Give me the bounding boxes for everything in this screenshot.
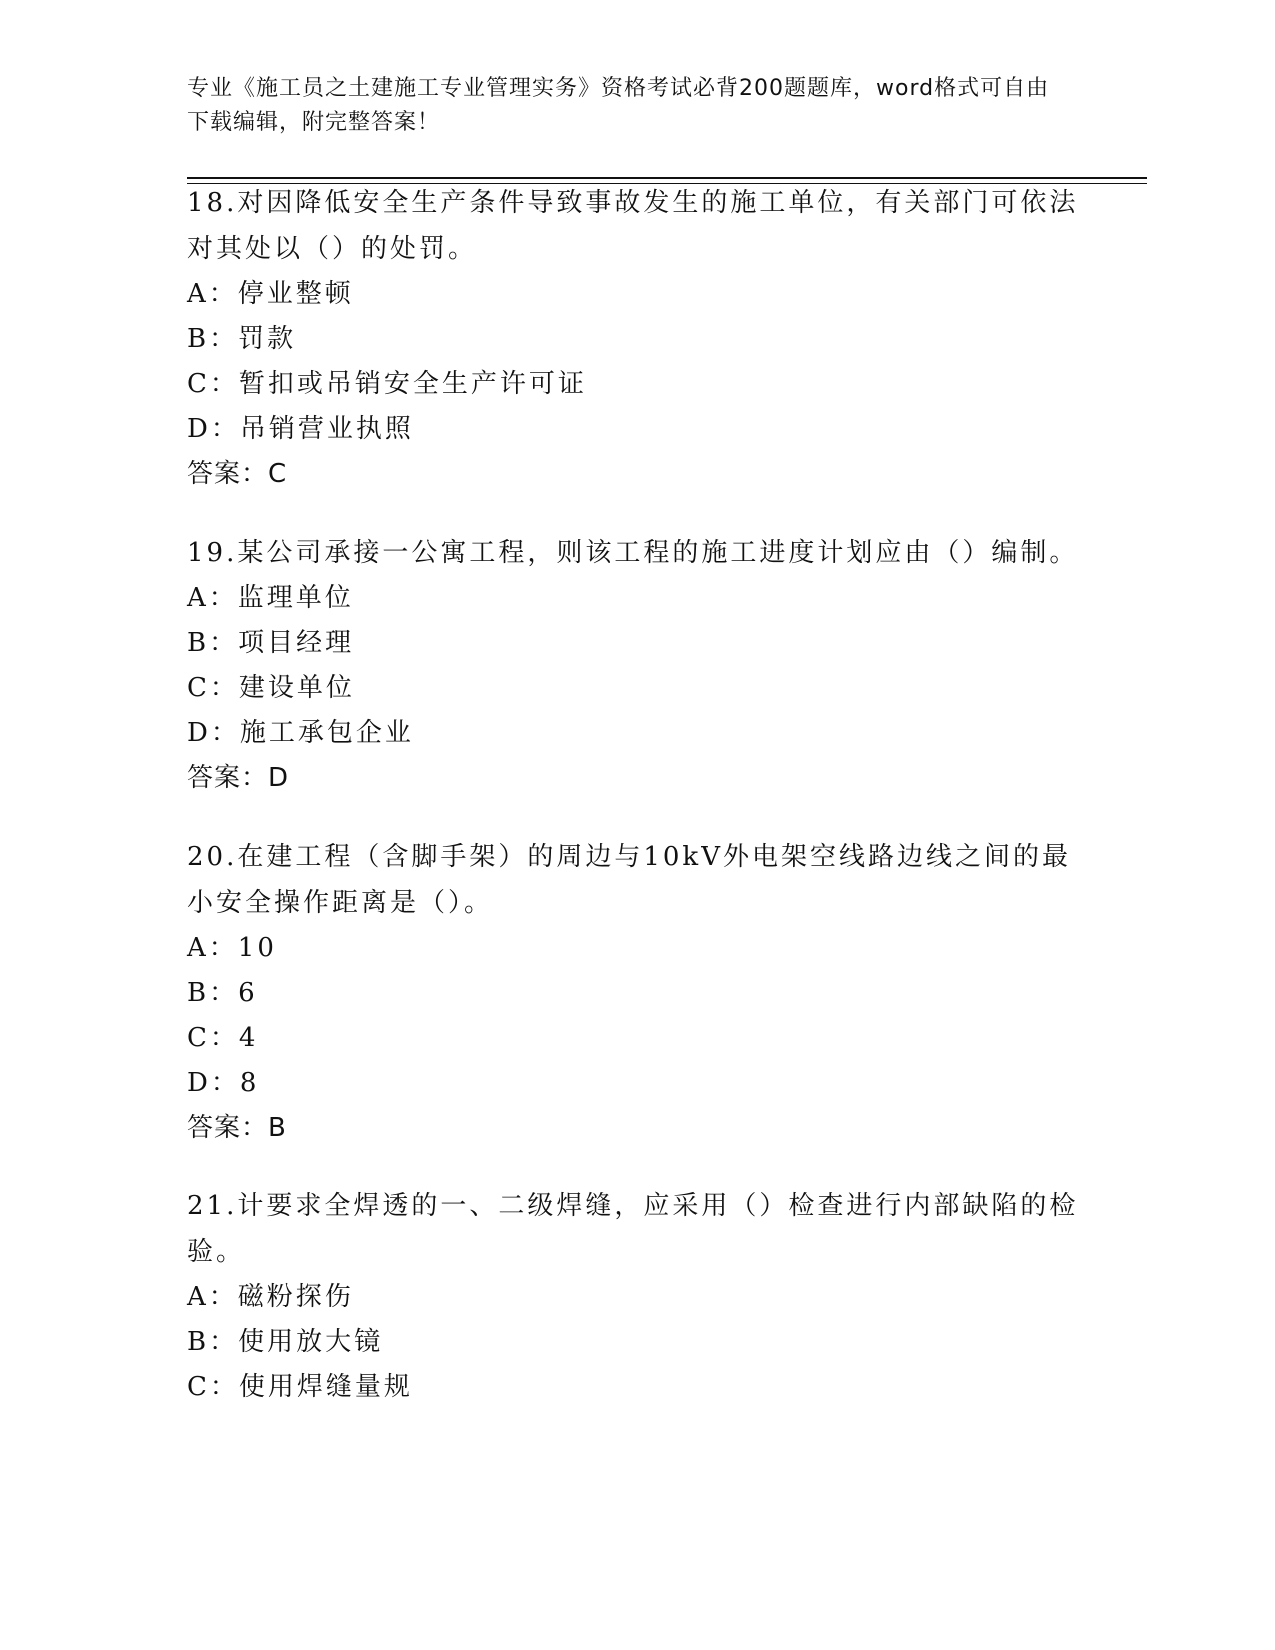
option-d: D：吊销营业执照: [187, 414, 414, 444]
answer-line: 答案：C: [187, 459, 288, 489]
option-a: A：磁粉探伤: [187, 1282, 354, 1312]
option-b: B：使用放大镜: [187, 1327, 384, 1357]
question-21: [187, 1183, 1087, 1410]
option-c: C：使用焊缝量规: [187, 1372, 413, 1402]
option-b: B：项目经理: [187, 628, 355, 658]
question-stem: 19.某公司承接一公寓工程，则该工程的施工进度计划应由（）编制。: [187, 538, 1079, 568]
question-stem: 21.计要求全焊透的一、二级焊缝，应采用（）检查进行内部缺陷的检验。: [187, 1191, 1079, 1267]
option-a: A：监理单位: [187, 583, 354, 613]
header-divider-thick: [187, 177, 1147, 179]
option-a: A：停业整顿: [187, 279, 354, 309]
question-stem: 18.对因降低安全生产条件导致事故发生的施工单位，有关部门可依法对其处以（）的处罚。: [187, 188, 1079, 264]
option-c: C：4: [187, 1023, 259, 1053]
option-d: D：施工承包企业: [187, 718, 414, 748]
option-b: B：6: [187, 978, 258, 1008]
question-stem: 20.在建工程（含脚手架）的周边与10kV外电架空线路边线之间的最小安全操作距离是（）。: [187, 842, 1071, 918]
question-18: [187, 180, 1087, 497]
question-20: [187, 834, 1087, 1151]
question-19: [187, 530, 1087, 801]
option-d: D：8: [187, 1068, 260, 1098]
option-b: B：罚款: [187, 324, 297, 354]
answer-line: 答案：D: [187, 763, 290, 793]
option-a: A：10: [187, 933, 277, 963]
answer-line: 答案：B: [187, 1113, 287, 1143]
option-c: C：暂扣或吊销安全生产许可证: [187, 369, 587, 399]
document-header: 专业《施工员之土建施工专业管理实务》资格考试必背200题题库，word格式可自由下载编辑，附完整答案！: [187, 76, 1050, 135]
option-c: C：建设单位: [187, 673, 355, 703]
